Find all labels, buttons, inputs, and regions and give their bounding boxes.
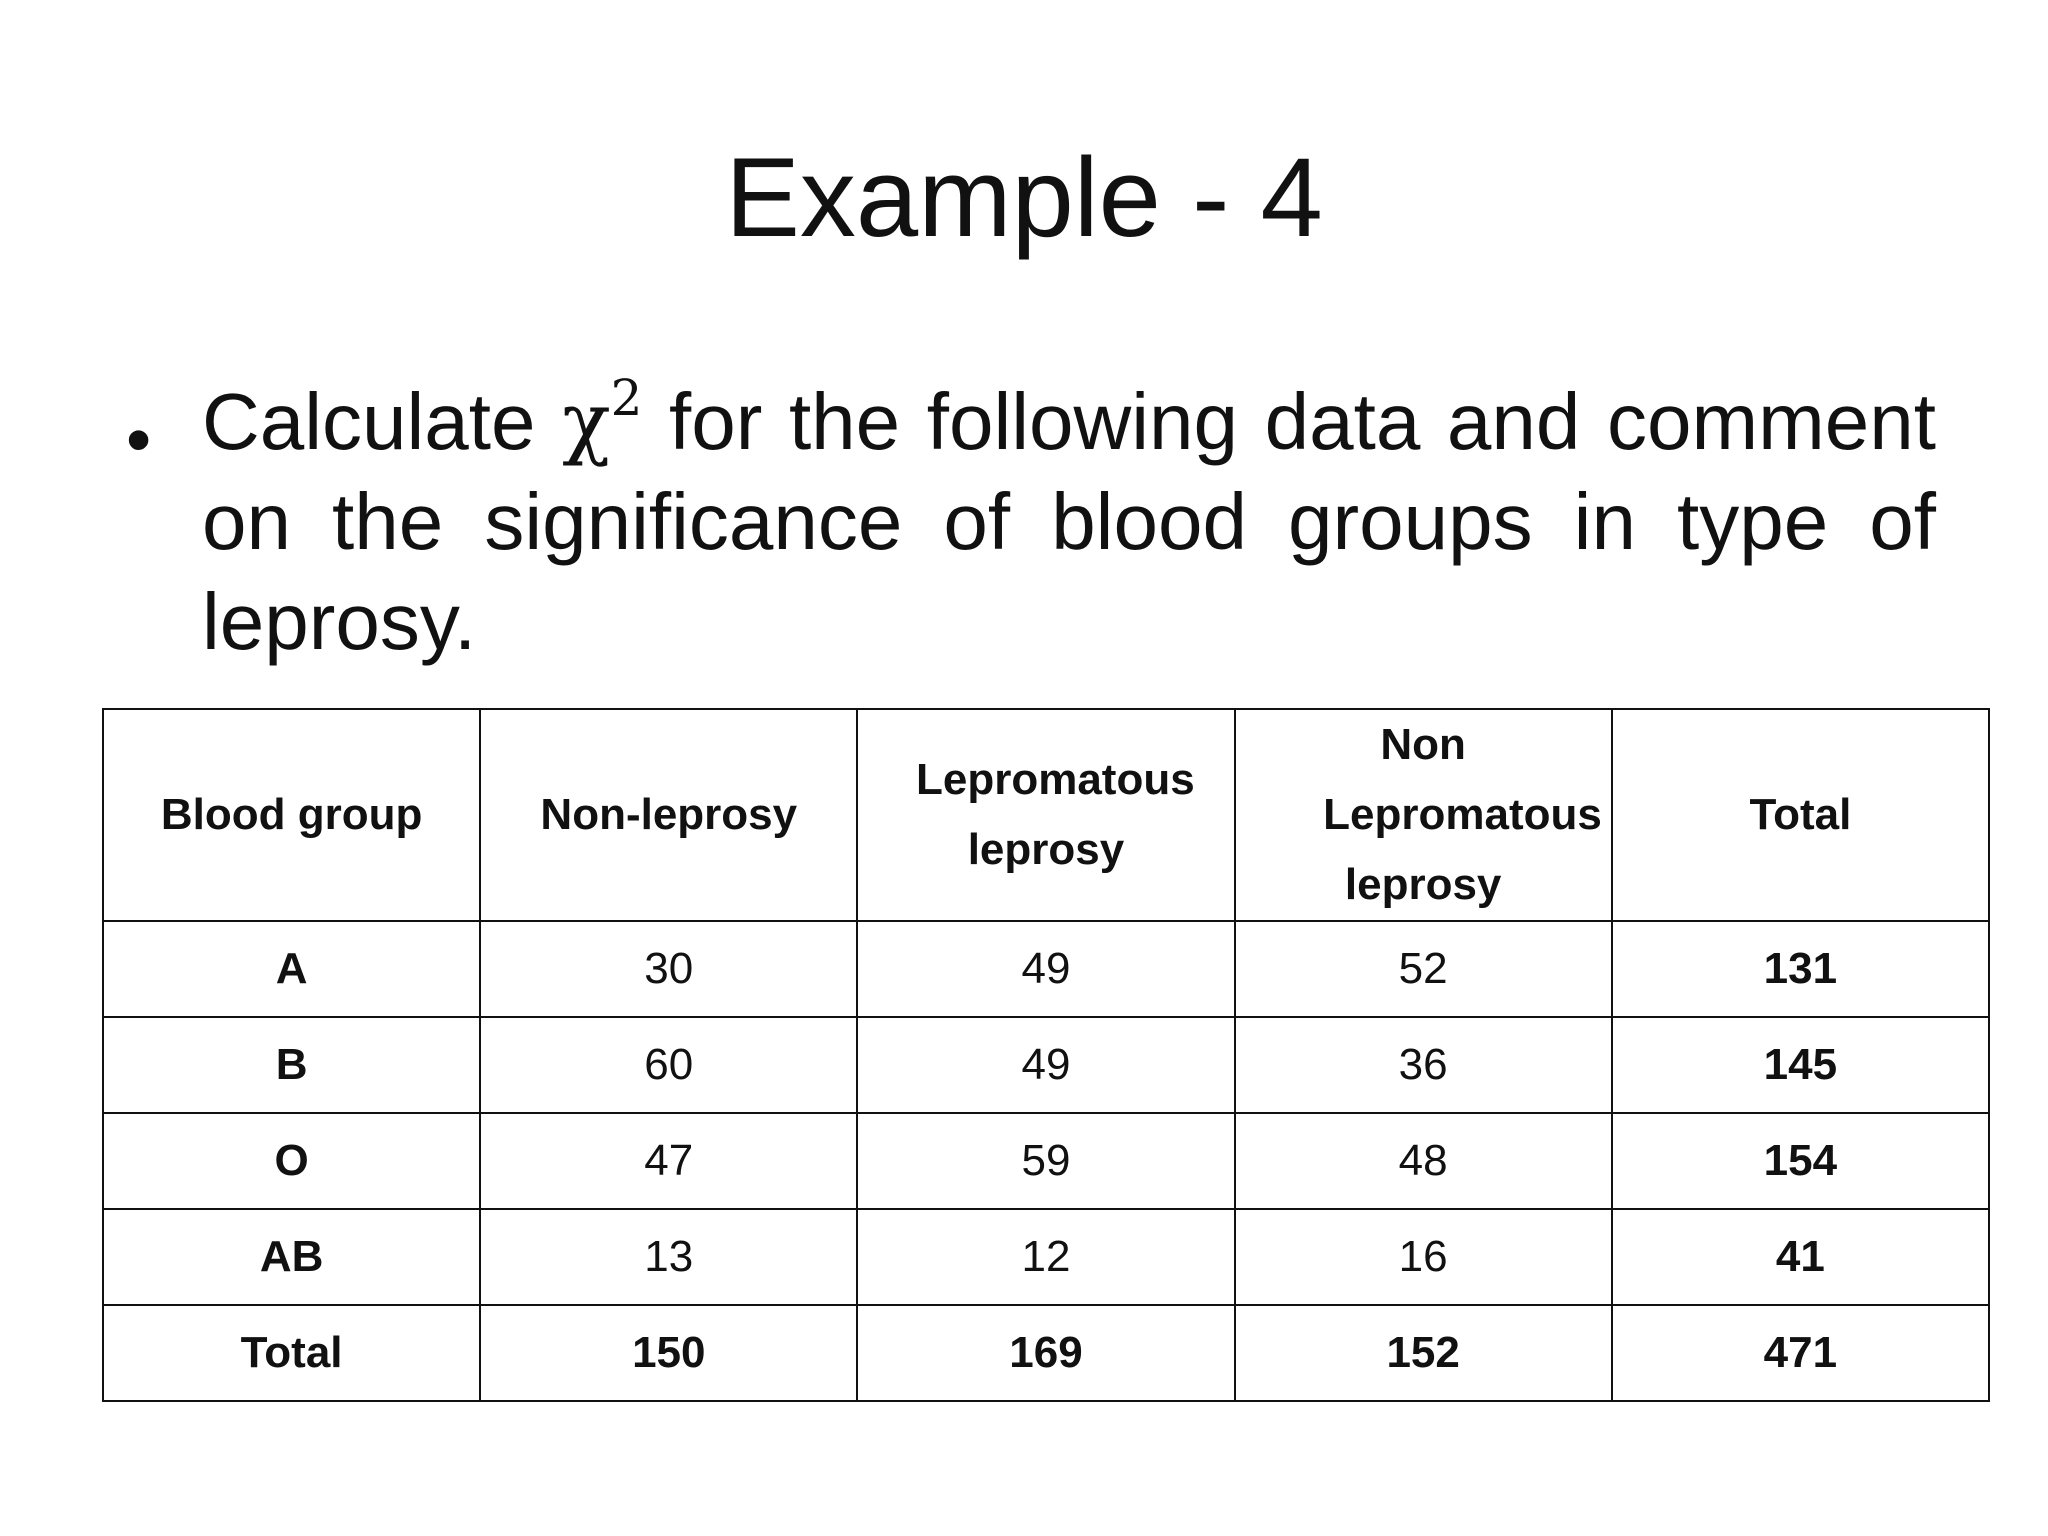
header-non-lepromatous-leprosy-text: Non Lepromatous leprosy: [1323, 720, 1602, 909]
chi-exponent: 2: [610, 369, 643, 427]
row-label: A: [103, 921, 480, 1017]
total-label: Total: [103, 1305, 480, 1401]
table-cell: 59: [857, 1113, 1234, 1209]
grand-total: 471: [1612, 1305, 1989, 1401]
table-cell: 36: [1235, 1017, 1612, 1113]
bullet-text-after: for the following data and comment on the significance of blood groups in type of leprosy.: [202, 377, 1936, 666]
table-cell: 12: [857, 1209, 1234, 1305]
blood-group-table: [102, 708, 1990, 1402]
header-non-leprosy: Non-leprosy: [480, 709, 857, 921]
header-total: Total: [1612, 709, 1989, 921]
header-blood-group: Blood group: [103, 709, 480, 921]
row-total: 154: [1612, 1113, 1989, 1209]
table-header-row: [103, 709, 1989, 921]
table-cell: 49: [857, 921, 1234, 1017]
header-non-lepromatous-leprosy: [1235, 709, 1612, 921]
table-cell: 52: [1235, 921, 1612, 1017]
table-row: [103, 921, 1989, 1017]
chi-symbol: χ: [562, 375, 611, 468]
slide-title: Example - 4: [725, 135, 1323, 260]
table-cell: 48: [1235, 1113, 1612, 1209]
row-total: 145: [1612, 1017, 1989, 1113]
bullet-item: [118, 369, 1936, 672]
table-cell: 60: [480, 1017, 857, 1113]
table-container: [102, 708, 1990, 1402]
header-lepromatous-leprosy: [857, 709, 1234, 921]
bullet-text: [202, 369, 1936, 672]
table-cell: 47: [480, 1113, 857, 1209]
column-total: 150: [480, 1305, 857, 1401]
row-label: AB: [103, 1209, 480, 1305]
table-row: [103, 1017, 1989, 1113]
row-label: O: [103, 1113, 480, 1209]
table-row: [103, 1209, 1989, 1305]
table-cell: 30: [480, 921, 857, 1017]
table-cell: 16: [1235, 1209, 1612, 1305]
row-total: 131: [1612, 921, 1989, 1017]
column-total: 169: [857, 1305, 1234, 1401]
row-label: B: [103, 1017, 480, 1113]
bullet-text-before: Calculate: [202, 377, 563, 466]
header-lepromatous-leprosy-text: Lepromatous leprosy: [915, 755, 1195, 874]
row-total: 41: [1612, 1209, 1989, 1305]
table-total-row: [103, 1305, 1989, 1401]
bullet-dot: •: [126, 400, 152, 480]
column-total: 152: [1235, 1305, 1612, 1401]
chi-square-symbol: [562, 369, 643, 468]
table-cell: 13: [480, 1209, 857, 1305]
table-row: [103, 1113, 1989, 1209]
table-cell: 49: [857, 1017, 1234, 1113]
